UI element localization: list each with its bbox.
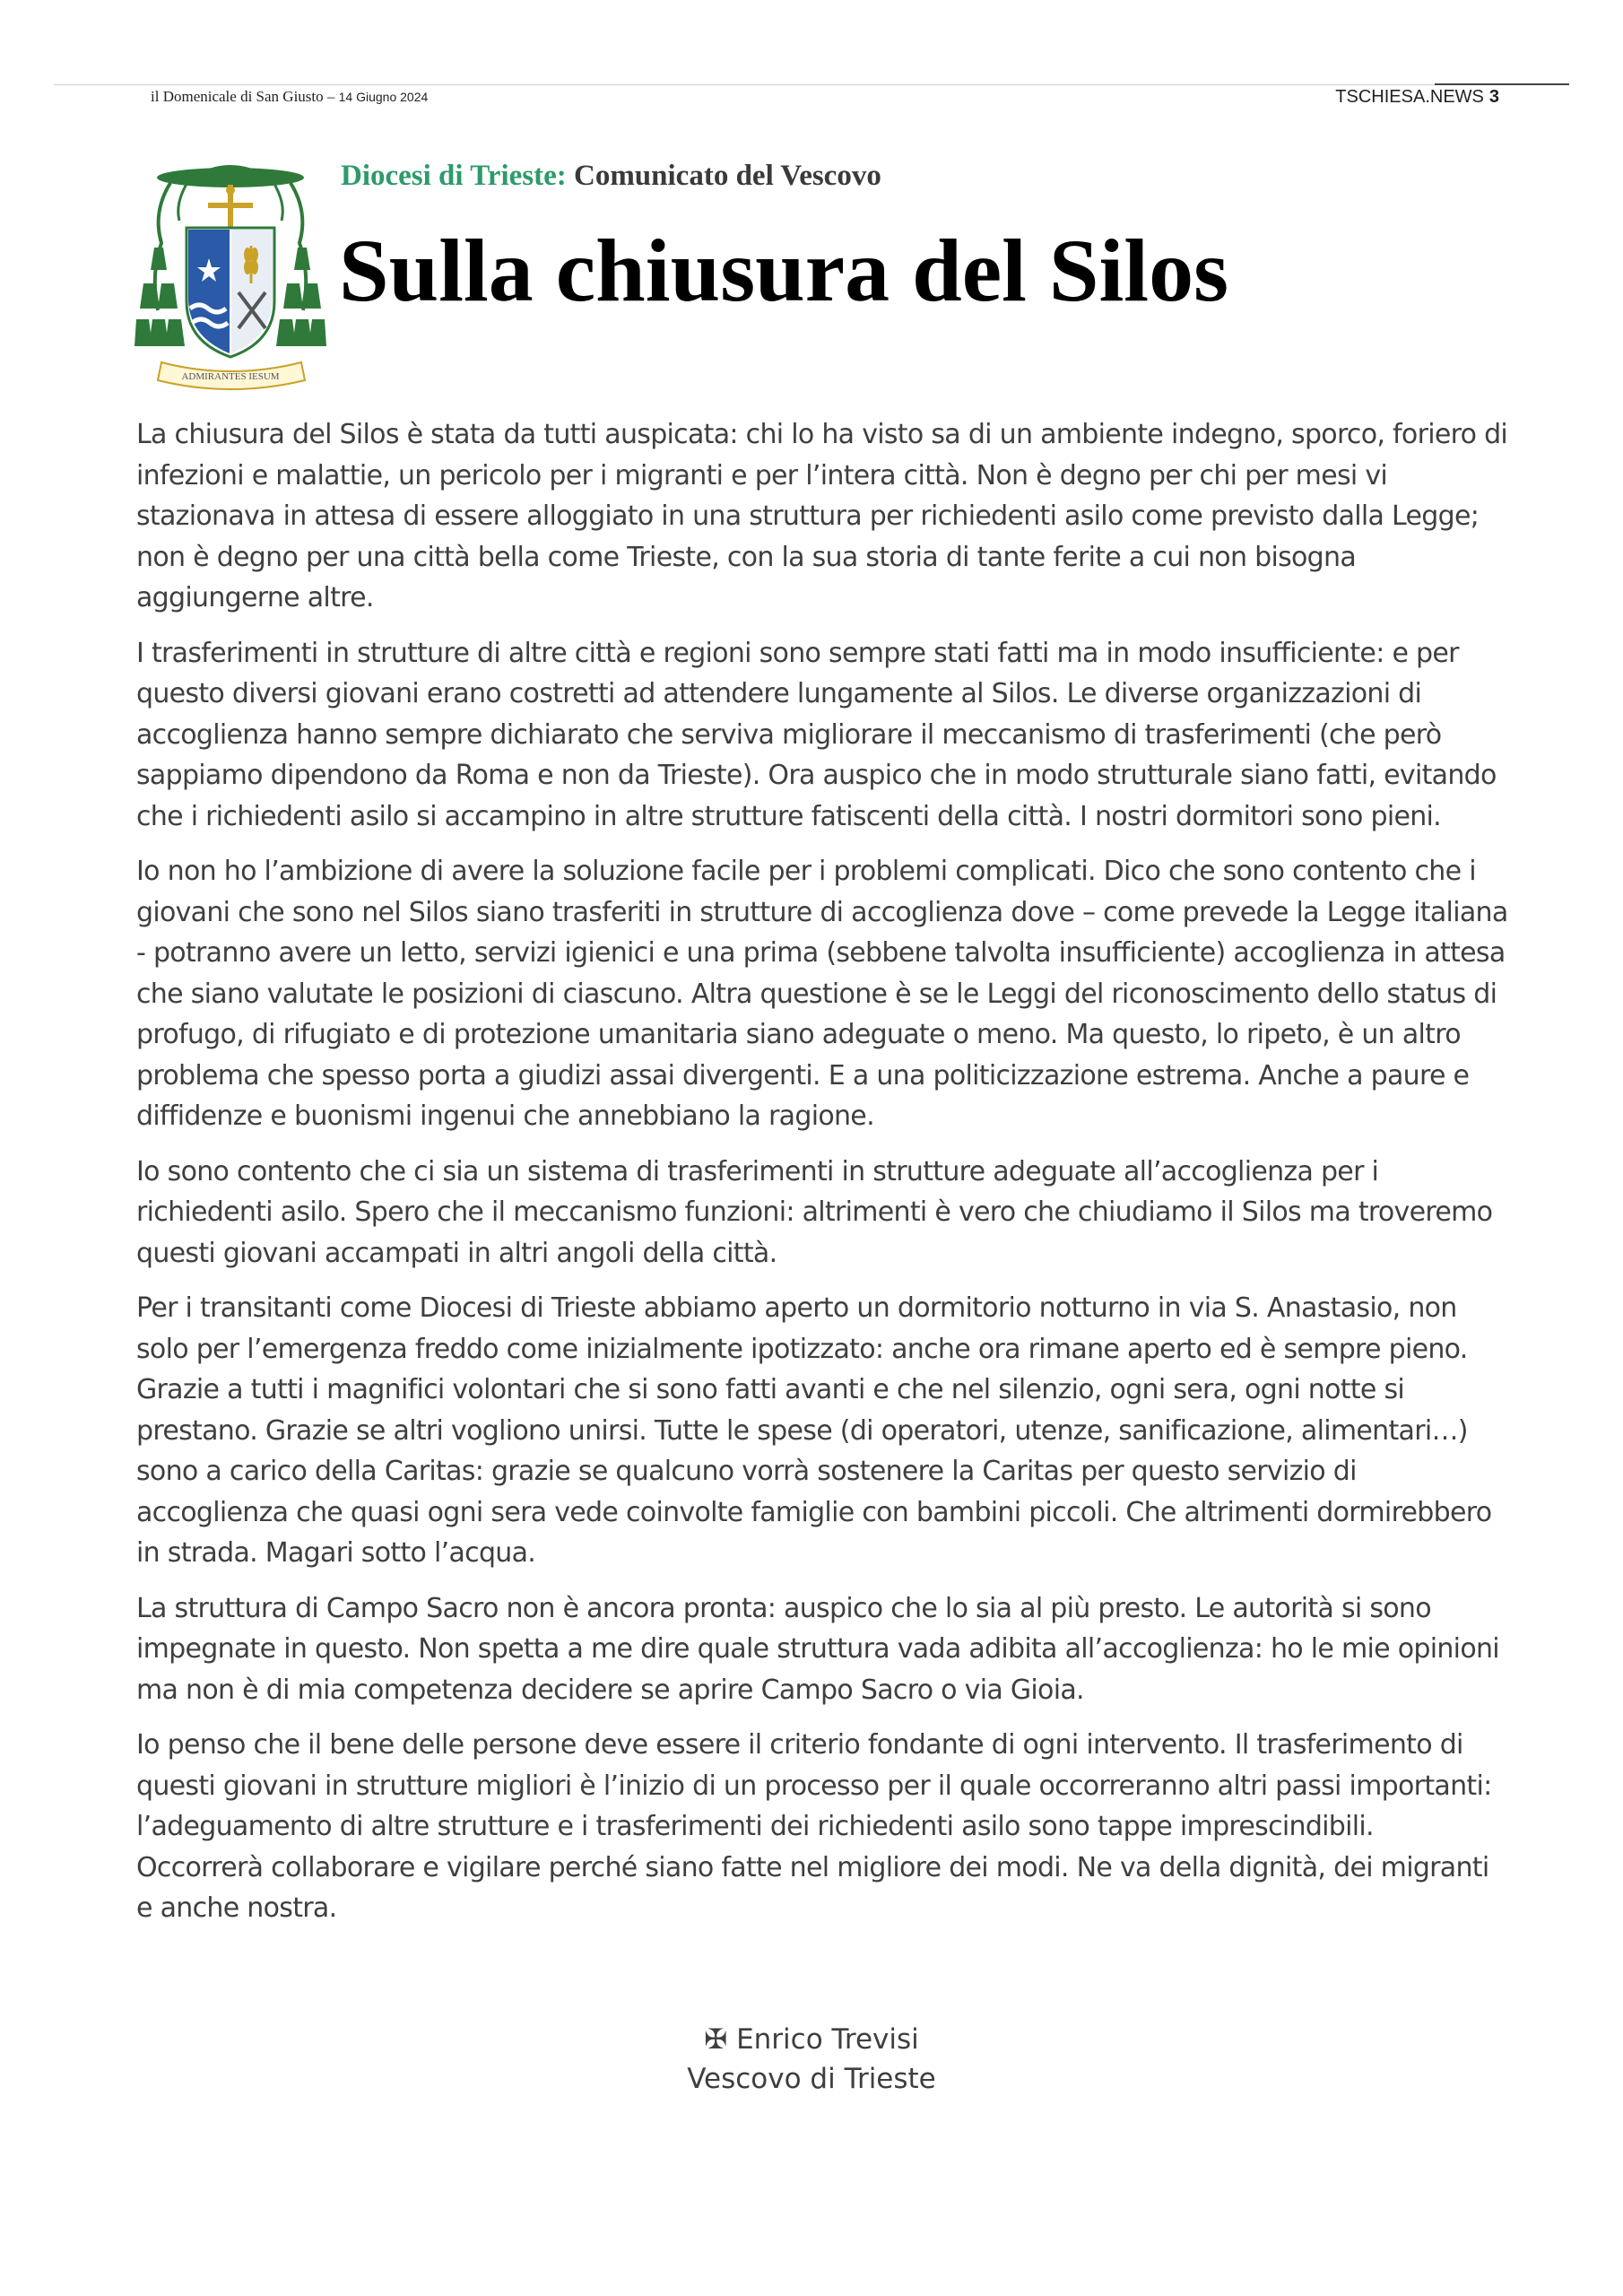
issue-date: 14 Giugno 2024 xyxy=(338,90,429,104)
article-paragraph: La chiusura del Silos è stata da tutti auspicata: chi lo ha visto sa di un ambiente indegno, sporco, foriero di infezioni e malattie, un pericolo per i migranti e per l’intera città. Non è degno per chi per mesi vi stazionava in attesa di essere alloggiato in una struttura per richiedenti asilo come previsto dalla Legge; non è degno per una città bella come Trieste, con la sua storia di tante ferite a cui non bisogna aggiungerne altre. xyxy=(136,419,1508,613)
signature-role: Vescovo di Trieste xyxy=(687,2063,936,2095)
site-header xyxy=(1335,87,1499,108)
article-paragraph: Io non ho l’ambizione di avere la soluzione facile per i problemi complicati. Dico che sono contento che i giovani che sono nel Silos siano trasferiti in strutture di accoglienza dove – come prevede la Legge italiana - potranno avere un letto, servizi igienici e una prima (sebbene talvolta insufficiente) accoglienza in attesa che siano valutate le posizioni di ciascuno. Altra questione è se le Leggi del riconoscimento dello status di profugo, di rifugiato e di protezione umanitaria siano adeguate o meno. Ma questo, lo ripeto, è un altro problema che spesso porta a giudizi assai divergenti. E a una politicizzazione estrema. Anche a paure e diffidenze e buonismi ingenui che annebbiano la ragione. xyxy=(136,856,1508,1132)
article-title: Sulla chiusura del Silos xyxy=(339,221,1228,320)
article-paragraph: Io sono contento che ci sia un sistema di trasferimenti in strutture adeguate all’accoglienza per i richiedenti asilo. Spero che il meccanismo funzioni: altrimenti è vero che chiudiamo il Silos ma troveremo questi giovani accampati in altri angoli della città. xyxy=(136,1155,1493,1269)
site-name: TSCHIESA.NEWS xyxy=(1335,87,1484,107)
header-rule xyxy=(54,84,1569,85)
article-body xyxy=(136,414,1508,1944)
crest-motto: ADMIRANTES IESUM xyxy=(181,371,280,382)
publication-name: il Domenicale di San Giusto – xyxy=(151,88,335,105)
article-paragraph: La struttura di Campo Sacro non è ancora pronta: auspico che lo sia al più presto. Le autorità si sono impegnate in questo. Non spetta a me dire quale struttura vada adibita all’accoglienza: ho le mie opinioni ma non è di mia competenza decidere se aprire Campo Sacro o via Gioia. xyxy=(136,1592,1499,1706)
episcopal-coat-of-arms-icon xyxy=(135,158,326,398)
article-paragraph: I trasferimenti in strutture di altre città e regioni sono sempre stati fatti ma in modo insufficiente: e per questo diversi giovani erano costretti ad attendere lungamente al Silos. Le diverse organizzazioni di accoglienza hanno sempre dichiarato che serviva migliorare il meccanismo di trasferimenti (che però sappiamo dipendono da Roma e non da Trieste). Ora auspico che in modo strutturale siano fatti, evitando che i richiedenti asilo si accampino in altre strutture fatiscenti della città. I nostri dormitori sono pieni. xyxy=(136,637,1497,832)
kicker-diocese: Diocesi di Trieste: xyxy=(341,160,567,192)
article-paragraph: Io penso che il bene delle persone deve essere il criterio fondante di ogni intervento. Il trasferimento di questi giovani in strutture migliori è l’inizio di un processo per il quale occorreranno altri passi importanti: l’adeguamento di altre strutture e i trasferimenti dei richiedenti asilo sono tappe imprescindibili. Occorrerà collaborare e vigilare perché siano fatte nel migliore dei modi. Ne va della dignità, dei migranti e anche nostra. xyxy=(136,1729,1492,1924)
header-rule-accent xyxy=(1435,83,1569,85)
page-number: 3 xyxy=(1488,87,1499,107)
kicker-communique: Comunicato del Vescovo xyxy=(573,160,881,192)
signature-name: ✠ Enrico Trevisi xyxy=(704,2023,919,2056)
publication-header xyxy=(151,88,428,106)
article-kicker xyxy=(341,160,881,193)
signature-block xyxy=(0,2020,1623,2099)
article-paragraph: Per i transitanti come Diocesi di Trieste abbiamo aperto un dormitorio notturno in via S. Anastasio, non solo per l’emergenza freddo come inizialmente ipotizzato: anche ora rimane aperto ed è sempre pieno. Grazie a tutti i magnifici volontari che si sono fatti avanti e che nel silenzio, ogni sera, ogni notte si prestano. Grazie se altri vogliono unirsi. Tutte le spese (di operatori, utenze, sanificazione, alimentari…) sono a carico della Caritas: grazie se qualcuno vorrà sostenere la Caritas per questo servizio di accoglienza che quasi ogni sera vede coinvolte famiglie con bambini piccoli. Che altrimenti dormirebbero in strada. Magari sotto l’acqua. xyxy=(136,1292,1492,1569)
